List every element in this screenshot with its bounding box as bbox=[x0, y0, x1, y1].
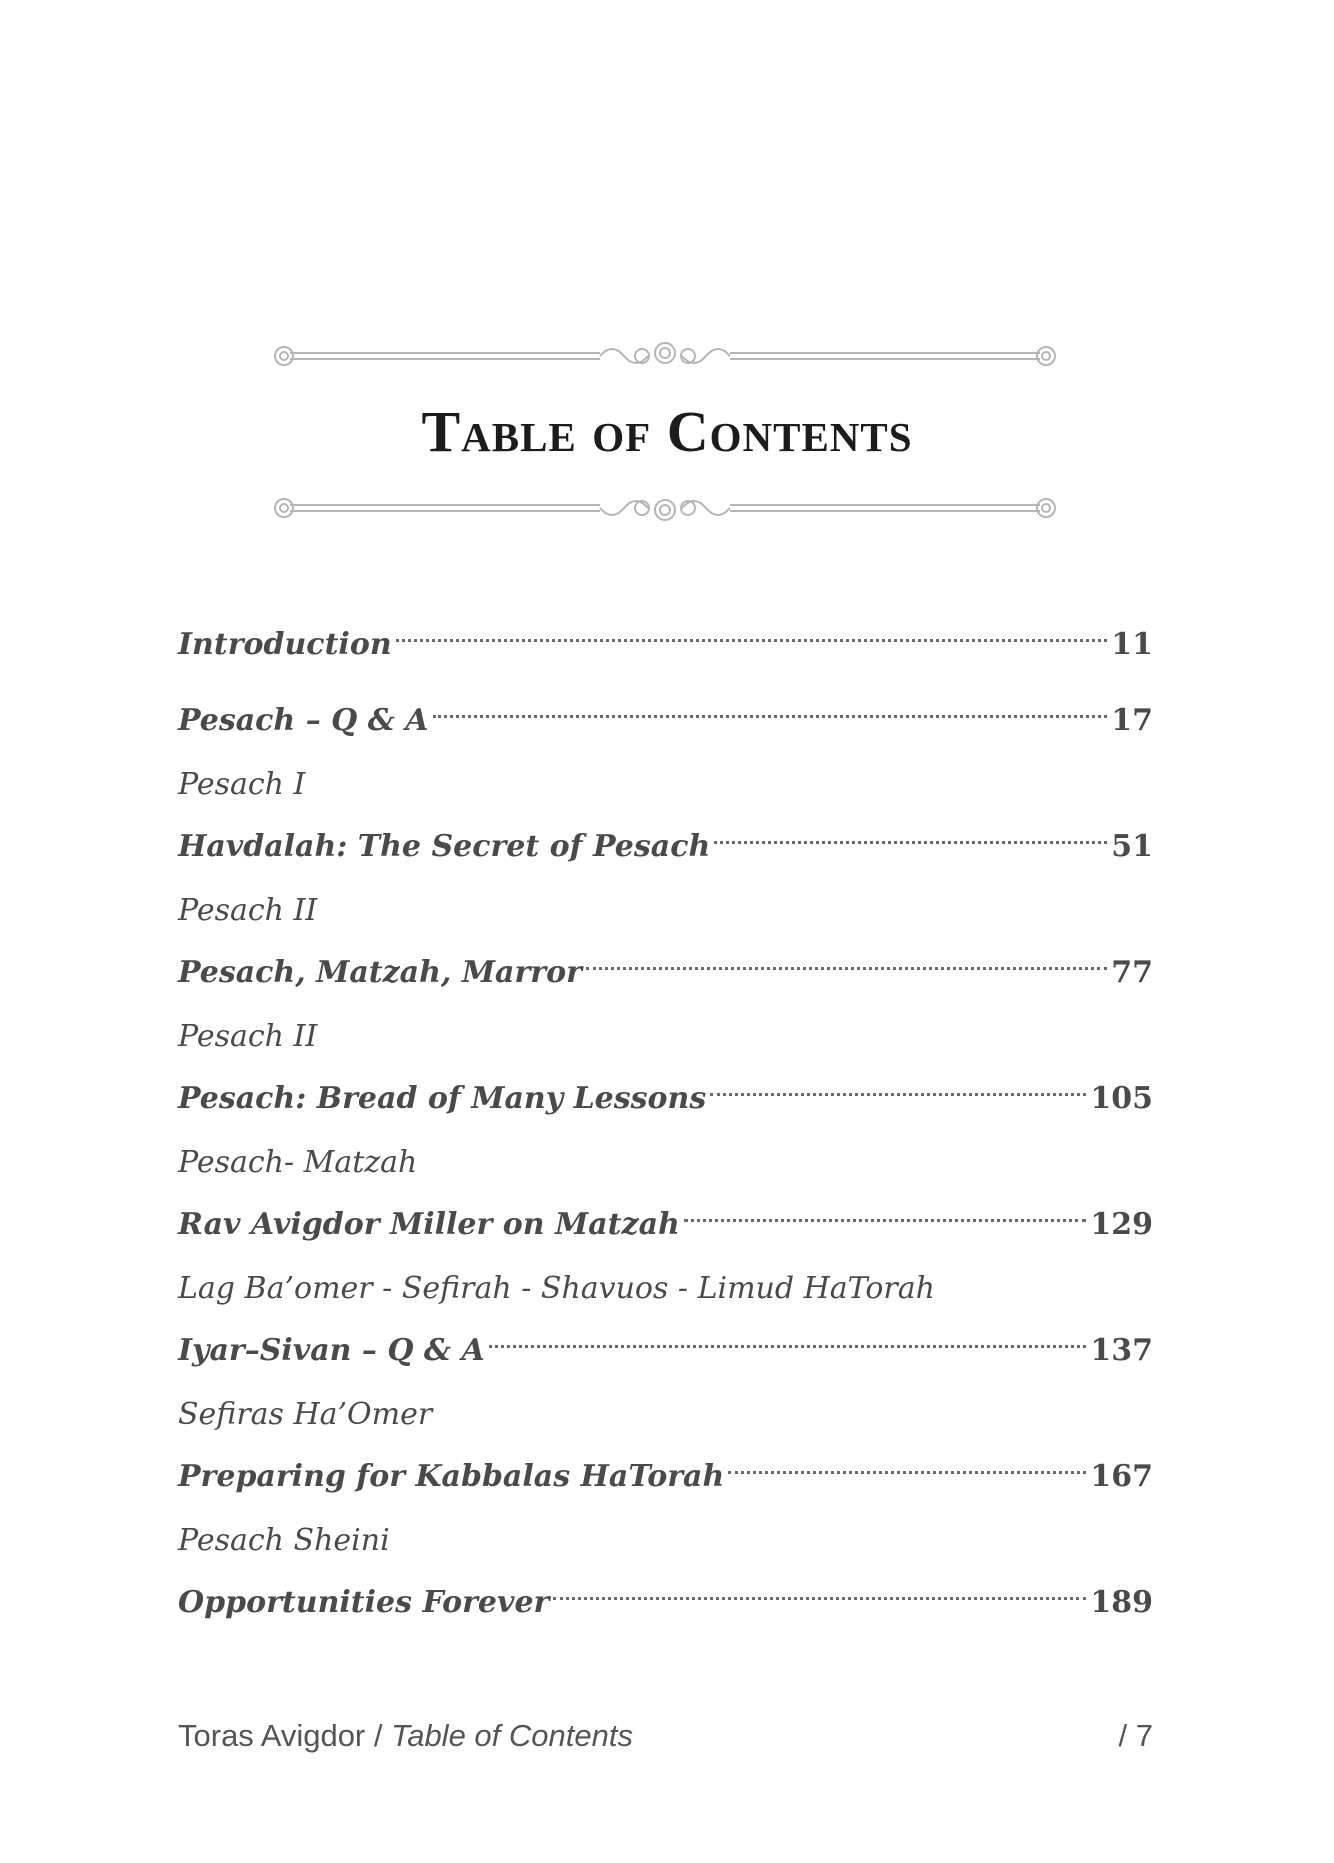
book-title: Toras Avigdor / bbox=[178, 1718, 392, 1753]
toc-row[interactable] bbox=[178, 684, 1153, 738]
scroll-ornament-icon bbox=[270, 490, 1060, 530]
toc-row[interactable] bbox=[178, 936, 1153, 990]
toc-section-label: Pesach Sheini bbox=[178, 1523, 390, 1558]
toc-section-label: Sefiras Ha’Omer bbox=[178, 1397, 433, 1432]
table-of-contents bbox=[178, 608, 1153, 1620]
toc-section-label: Pesach- Matzah bbox=[178, 1145, 418, 1180]
toc-title: Rav Avigdor Miller on Matzah bbox=[178, 1207, 680, 1242]
top-ornament-divider bbox=[270, 338, 1060, 378]
toc-entry[interactable] bbox=[178, 1390, 1153, 1494]
toc-entry[interactable] bbox=[178, 1516, 1153, 1620]
toc-section-label: Pesach I bbox=[178, 767, 306, 802]
dot-leader bbox=[586, 936, 1107, 982]
toc-entry[interactable] bbox=[178, 760, 1153, 864]
dot-leader bbox=[433, 684, 1108, 730]
toc-entry[interactable] bbox=[178, 886, 1153, 990]
toc-page-number: 189 bbox=[1090, 1585, 1153, 1620]
dot-leader bbox=[710, 1062, 1086, 1108]
toc-page-number: 129 bbox=[1090, 1207, 1153, 1242]
toc-row[interactable] bbox=[178, 1566, 1153, 1620]
dot-leader bbox=[728, 1440, 1086, 1486]
toc-title: Preparing for Kabbalas HaTorah bbox=[178, 1459, 725, 1494]
toc-section-label: Lag Ba’omer - Sefirah - Shavuos - Limud HaTorah bbox=[178, 1271, 935, 1306]
toc-row[interactable] bbox=[178, 1062, 1153, 1116]
dot-leader bbox=[684, 1188, 1087, 1234]
toc-entry[interactable] bbox=[178, 608, 1153, 662]
toc-title: Havdalah: The Secret of Pesach bbox=[178, 829, 711, 864]
toc-row[interactable] bbox=[178, 1440, 1153, 1494]
toc-title: Opportunities Forever bbox=[178, 1585, 550, 1620]
toc-title: Pesach: Bread of Many Lessons bbox=[178, 1081, 707, 1116]
toc-row[interactable] bbox=[178, 810, 1153, 864]
toc-entry[interactable] bbox=[178, 684, 1153, 738]
dot-leader bbox=[553, 1566, 1086, 1612]
toc-page-number: 51 bbox=[1111, 829, 1153, 864]
toc-row[interactable] bbox=[178, 1314, 1153, 1368]
toc-page-number: 77 bbox=[1111, 955, 1153, 990]
toc-entry[interactable] bbox=[178, 1264, 1153, 1368]
dot-leader bbox=[396, 608, 1108, 654]
dot-leader bbox=[714, 810, 1107, 856]
toc-section-label: Pesach II bbox=[178, 893, 318, 928]
page-footer bbox=[178, 1718, 1153, 1754]
dot-leader bbox=[489, 1314, 1087, 1360]
scroll-ornament-icon bbox=[270, 338, 1060, 378]
toc-row[interactable] bbox=[178, 608, 1153, 662]
toc-page-number: 17 bbox=[1111, 703, 1153, 738]
toc-entry[interactable] bbox=[178, 1012, 1153, 1116]
toc-row[interactable] bbox=[178, 1188, 1153, 1242]
bottom-ornament-divider bbox=[270, 490, 1060, 530]
toc-page-number: 137 bbox=[1090, 1333, 1153, 1368]
toc-title: Introduction bbox=[178, 627, 392, 662]
toc-entry[interactable] bbox=[178, 1138, 1153, 1242]
page-number: / 7 bbox=[1118, 1718, 1153, 1753]
chapter-title: Table of Contents bbox=[391, 1718, 633, 1753]
toc-section-label: Pesach II bbox=[178, 1019, 318, 1054]
running-header bbox=[178, 1718, 633, 1754]
toc-page-number: 11 bbox=[1111, 627, 1153, 662]
toc-title: Pesach, Matzah, Marror bbox=[178, 955, 582, 990]
toc-page-number: 105 bbox=[1090, 1081, 1153, 1116]
toc-title: Iyar–Sivan – Q & A bbox=[178, 1333, 485, 1368]
page-title: Table of Contents bbox=[421, 399, 913, 464]
toc-title: Pesach – Q & A bbox=[178, 703, 429, 738]
toc-page-number: 167 bbox=[1090, 1459, 1153, 1494]
